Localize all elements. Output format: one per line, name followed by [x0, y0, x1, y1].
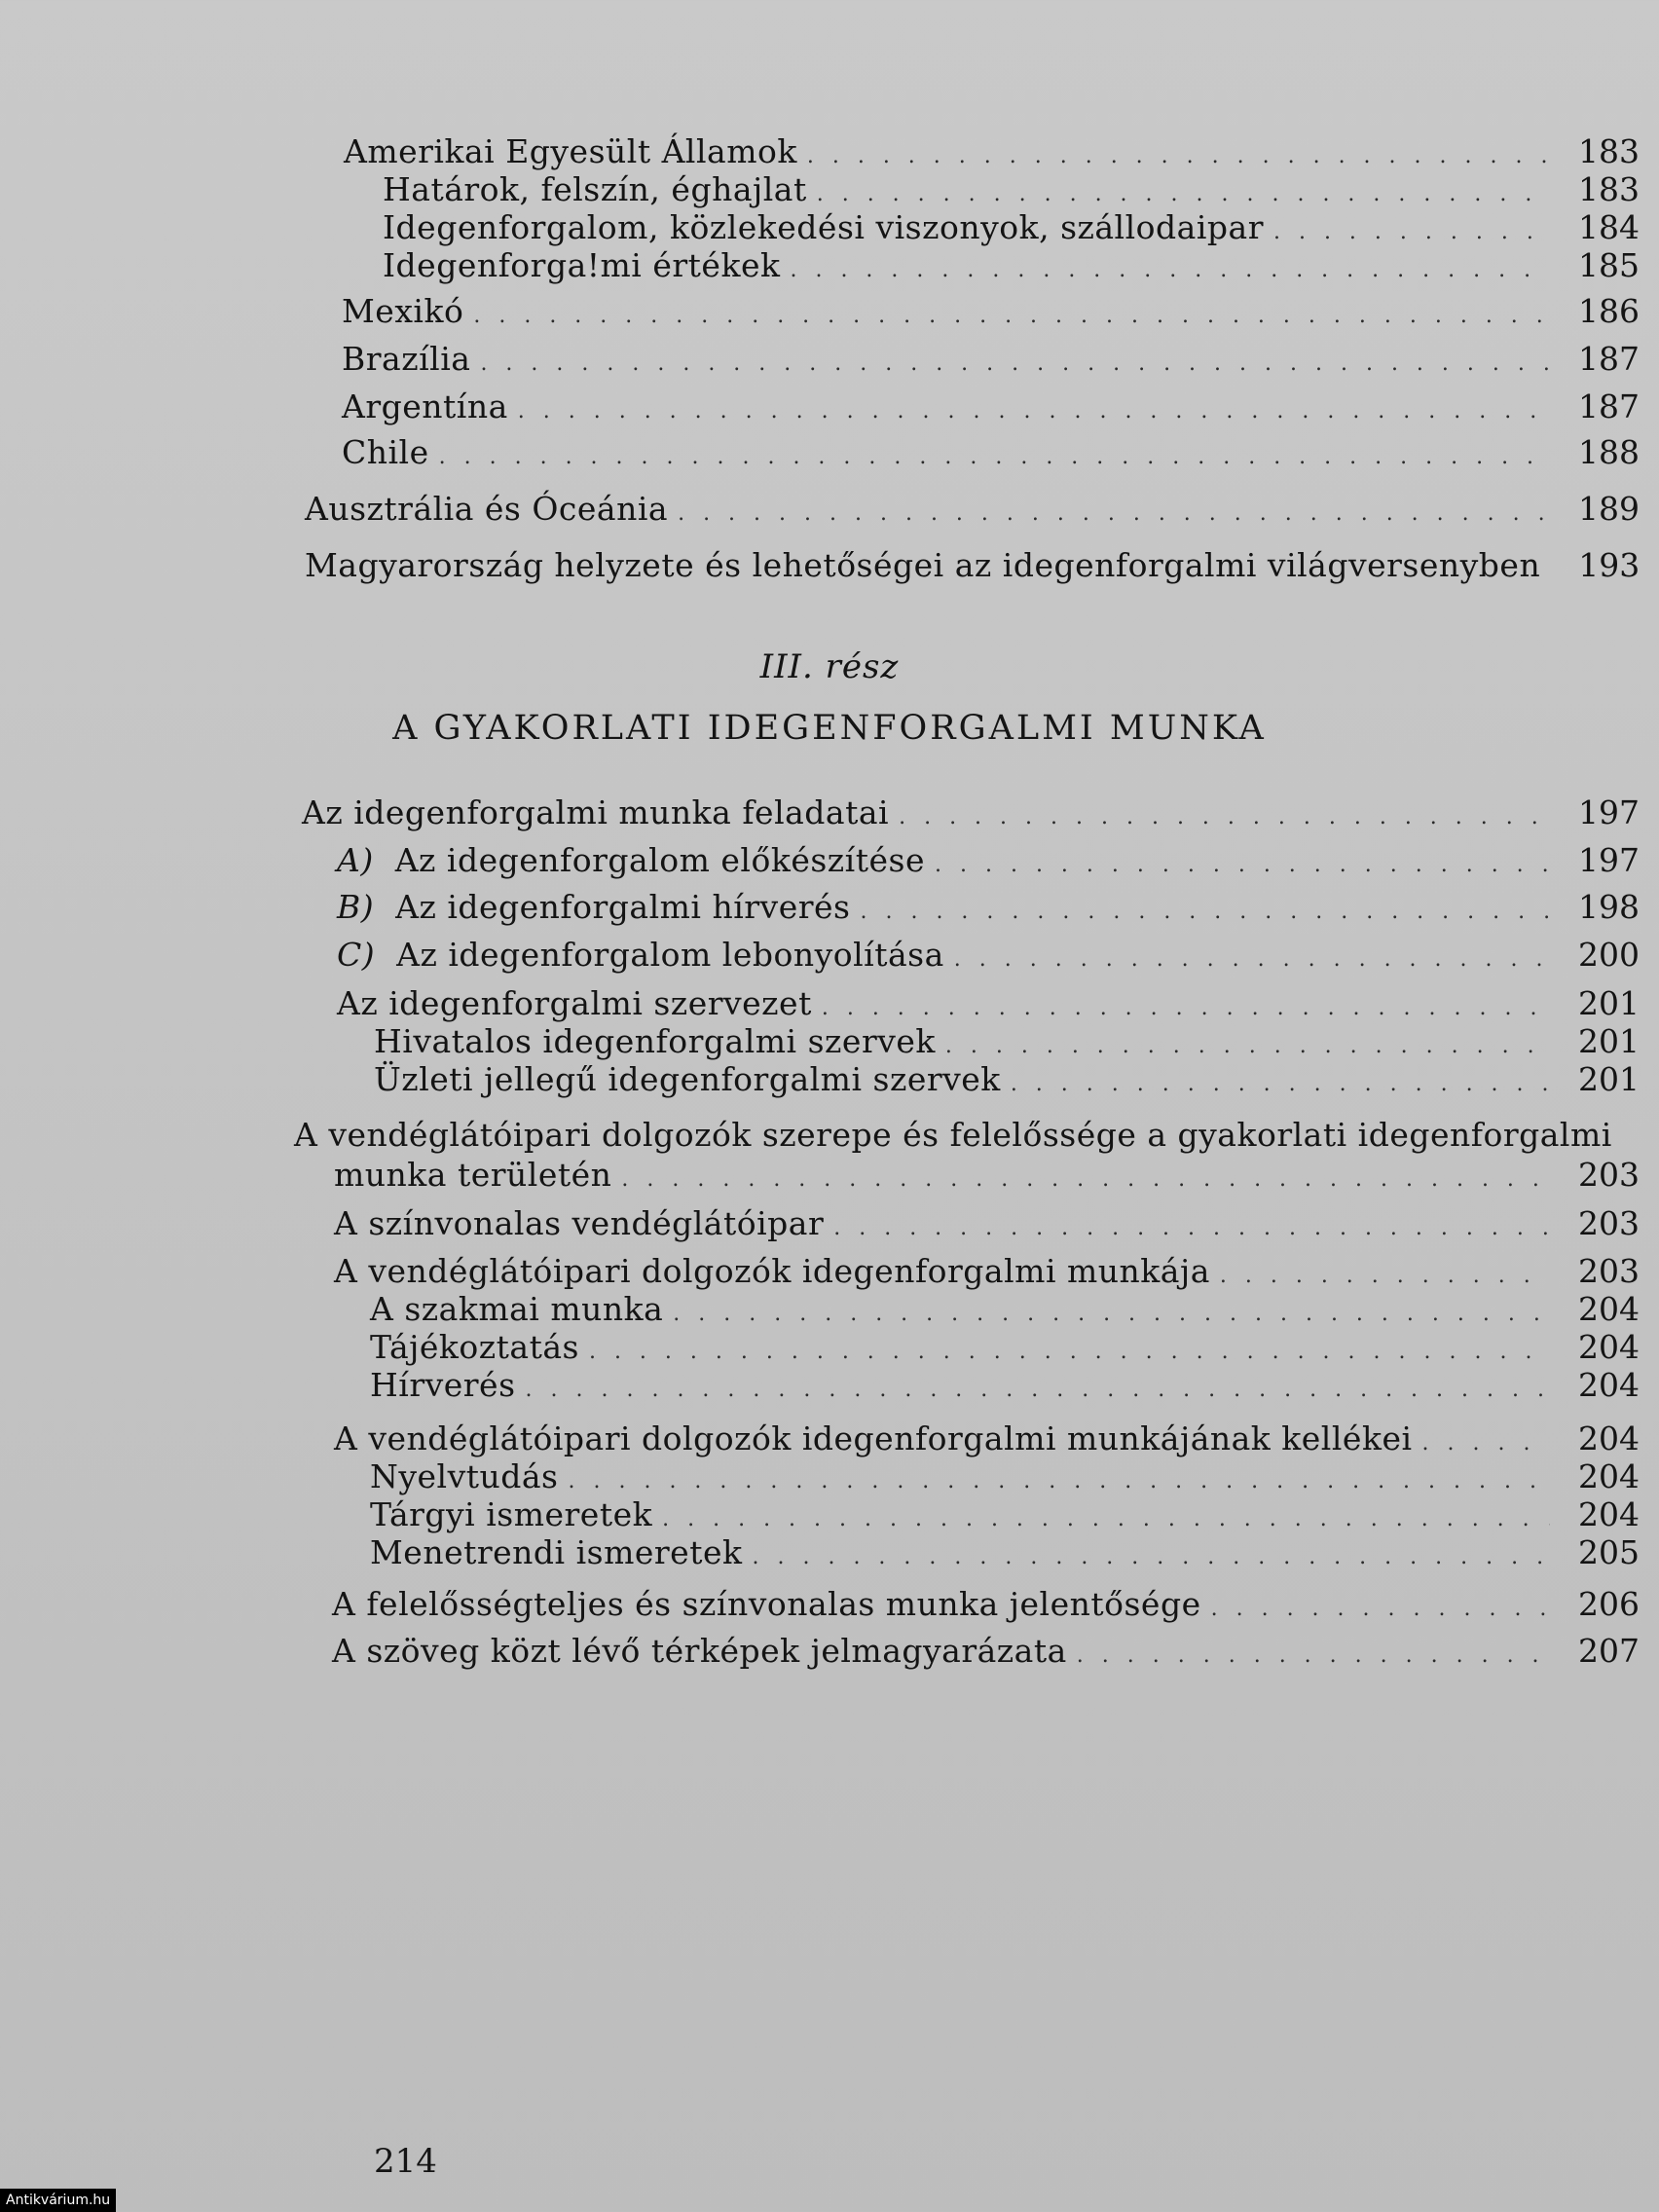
toc-entry-page: 203 — [1578, 1252, 1640, 1290]
toc-entry-page: 186 — [1578, 292, 1640, 330]
toc-entry-page: 187 — [1578, 340, 1640, 378]
toc-entry-label: Magyarország helyzete és lehetőségei az idegenforgalmi világversenyben — [305, 546, 1541, 584]
toc-entry-page: 197 — [1578, 841, 1640, 879]
toc-entry — [0, 1582, 1659, 1627]
toc-entry-label: A szakmai munka — [370, 1290, 664, 1328]
toc-entry-label: A színvonalas vendéglátóipar — [334, 1204, 825, 1242]
toc-entry-prefix — [337, 885, 395, 930]
toc-entry-label: Idegenforgalom, közlekedési viszonyok, szállodaipar — [383, 208, 1264, 246]
toc-entry-label: Az idegenforgalom előkészítése — [394, 841, 925, 879]
toc-entry-page: 198 — [1578, 888, 1640, 926]
toc-entry-label: Tájékoztatás — [370, 1328, 579, 1366]
toc-entry-label: Az idegenforgalmi szervezet — [337, 984, 812, 1022]
toc-entry-label: Menetrendi ismeretek — [370, 1533, 743, 1571]
toc-entry-label: A vendéglátóipari dolgozók idegenforgalmi munkája — [334, 1252, 1210, 1290]
toc-entry-label: Idegenforga!mi értékek — [383, 246, 781, 284]
dot-leader — [753, 1535, 1551, 1580]
dot-leader — [526, 1368, 1550, 1413]
section-letter: C) — [337, 936, 376, 974]
toc-entry — [0, 243, 1659, 288]
toc-entry — [0, 385, 1659, 429]
toc-entry-label: Hivatalos idegenforgalmi szervek — [374, 1022, 936, 1060]
dot-leader — [860, 890, 1550, 935]
toc-entry — [0, 1530, 1659, 1575]
toc-entry-page: 205 — [1578, 1533, 1640, 1571]
dot-leader — [678, 492, 1550, 536]
toc-entry-label: A szöveg közt lévő térképek jelmagyarázata — [332, 1632, 1067, 1670]
toc-entry-label: Argentína — [342, 387, 508, 425]
toc-entry-page: 204 — [1578, 1290, 1640, 1328]
dot-leader — [621, 1158, 1550, 1202]
toc-entry — [0, 543, 1659, 588]
dot-leader — [1077, 1634, 1550, 1678]
part-label: III. rész — [759, 647, 900, 686]
toc-entry-page: 204 — [1578, 1457, 1640, 1495]
toc-entry-label-first-line: A vendéglátóipari dolgozók szerepe és felelőssége a gyakorlati idegenforgalmi — [294, 1116, 1612, 1154]
toc-entry-page: 201 — [1578, 1022, 1640, 1060]
toc-entry-label: Tárgyi ismeretek — [370, 1495, 653, 1533]
toc-entry-page: 193 — [1578, 546, 1641, 584]
toc-entry-page: 204 — [1578, 1328, 1640, 1366]
toc-entry-page: 206 — [1578, 1585, 1640, 1623]
dot-leader — [439, 435, 1550, 480]
page-number: 214 — [374, 2142, 437, 2181]
toc-entry-page: 207 — [1578, 1632, 1640, 1670]
toc-entry — [0, 1153, 1659, 1198]
toc-entry-label: Nyelvtudás — [370, 1457, 559, 1495]
section-letter: A) — [337, 841, 374, 879]
toc-entry — [0, 1629, 1659, 1674]
part-title: A GYAKORLATI IDEGENFORGALMI MUNKA — [392, 709, 1267, 748]
toc-entry-page: 187 — [1578, 387, 1640, 425]
dot-leader — [935, 843, 1550, 888]
dot-leader — [518, 389, 1550, 434]
toc-entry-page: 189 — [1578, 490, 1640, 528]
toc-entry-page: 203 — [1578, 1204, 1640, 1242]
toc-entry — [0, 430, 1659, 475]
toc-entry-label: munka területén — [334, 1156, 612, 1194]
dot-leader — [473, 294, 1550, 339]
toc-entry-page: 204 — [1578, 1495, 1640, 1533]
toc-entry-label: Határok, felszín, éghajlat — [383, 170, 807, 208]
toc-entry — [0, 289, 1659, 334]
dot-leader — [790, 248, 1550, 293]
toc-entry-page: 183 — [1578, 170, 1640, 208]
toc-entry-page: 201 — [1578, 1060, 1640, 1098]
toc-entry-prefix — [337, 933, 396, 977]
toc-entry-label: Az idegenforgalom lebonyolítása — [396, 936, 944, 974]
toc-entry-page: 200 — [1578, 936, 1640, 974]
toc-entry-label: Az idegenforgalmi hírverés — [395, 888, 851, 926]
section-letter: B) — [337, 888, 375, 926]
watermark: Antikvárium.hu — [0, 2189, 116, 2212]
toc-entry-label: Üzleti jellegű idegenforgalmi szervek — [374, 1060, 1001, 1098]
toc-entry-label: Mexikó — [342, 292, 464, 330]
toc-entry-label: Amerikai Egyesült Államok — [344, 132, 797, 170]
toc-entry-page: 201 — [1578, 984, 1640, 1022]
dot-leader — [833, 1206, 1550, 1251]
dot-leader — [899, 795, 1550, 840]
toc-entry-label: A felelősségteljes és színvonalas munka jelentősége — [332, 1585, 1201, 1623]
toc-entry-page: 203 — [1578, 1156, 1640, 1194]
toc-entry-page: 184 — [1578, 208, 1640, 246]
toc-entry — [0, 1201, 1659, 1246]
toc-entry-page: 197 — [1578, 793, 1640, 831]
toc-entry-label: Az idegenforgalmi munka feladatai — [302, 793, 890, 831]
toc-entry-label: Ausztrália és Óceánia — [305, 490, 669, 528]
dot-leader — [954, 938, 1550, 982]
dot-leader — [1011, 1062, 1550, 1107]
toc-entry-label: Hírverés — [370, 1366, 516, 1404]
toc-entry — [0, 838, 1659, 883]
toc-entry — [0, 933, 1659, 977]
dot-leader — [1211, 1587, 1550, 1632]
toc-entry — [0, 1057, 1659, 1102]
toc-entry-page: 183 — [1578, 132, 1640, 170]
dot-leader — [480, 342, 1550, 387]
toc-entry — [0, 885, 1659, 930]
toc-entry-label: A vendéglátóipari dolgozók idegenforgalmi munkájának kellékei — [334, 1419, 1413, 1457]
toc-entry-page: 185 — [1578, 246, 1640, 284]
toc-entry — [0, 791, 1659, 835]
toc-entry-page: 188 — [1578, 433, 1640, 471]
toc-entry — [0, 337, 1659, 382]
toc-entry — [0, 1363, 1659, 1408]
toc-entry — [0, 487, 1659, 532]
toc-entry-page: 204 — [1578, 1419, 1640, 1457]
toc-entry-prefix — [337, 838, 395, 883]
toc-entry-label: Brazília — [342, 340, 471, 378]
toc-entry-page: 204 — [1578, 1366, 1640, 1404]
toc-entry-label: Chile — [342, 433, 429, 471]
